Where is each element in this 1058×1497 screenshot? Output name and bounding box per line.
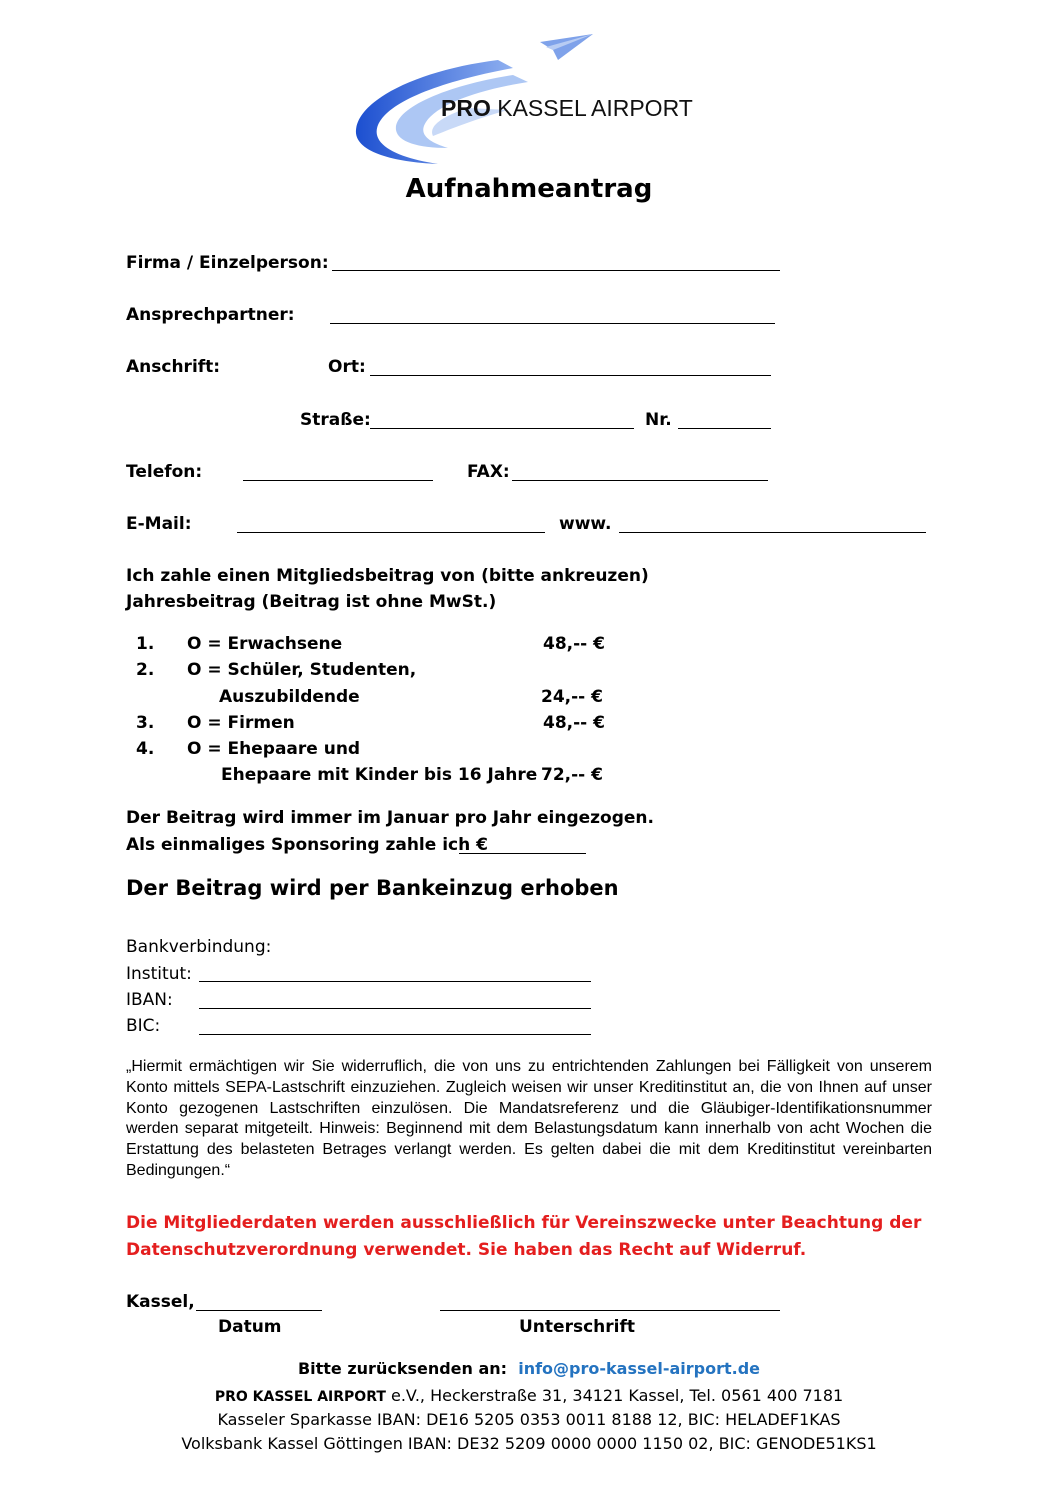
- logo-text-bold: PRO: [441, 95, 491, 121]
- www-field[interactable]: [619, 532, 926, 533]
- option-4-label2: Ehepaare mit Kinder bis 16 Jahre: [221, 765, 538, 785]
- strasse-label: Straße:: [300, 410, 371, 430]
- page-title: Aufnahmeantrag: [405, 174, 653, 204]
- ort-label: Ort:: [328, 357, 366, 377]
- logo-text-rest: KASSEL AIRPORT: [497, 95, 693, 121]
- footer-org-name: PRO KASSEL AIRPORT: [214, 1389, 386, 1405]
- privacy-notice: Die Mitgliederdaten werden ausschließlich für Vereinszwecke unter Beachtung der Datenschutzverordnung verwendet. Sie haben das Recht auf Widerruf.: [126, 1213, 922, 1260]
- option-2-label2: Auszubildende: [219, 687, 360, 707]
- www-label: www.: [559, 514, 612, 534]
- januar-text: Der Beitrag wird immer im Januar pro Jahr eingezogen.: [126, 808, 654, 828]
- institut-label: Institut:: [126, 964, 192, 984]
- org-address-line: [0, 1386, 1058, 1405]
- ort-field[interactable]: [370, 375, 771, 376]
- email-label: E-Mail:: [126, 514, 192, 534]
- bank-header: Bankverbindung:: [126, 937, 272, 957]
- option-3-label[interactable]: O = Firmen: [187, 713, 295, 733]
- bankeinzug-heading: Der Beitrag wird per Bankeinzug erhoben: [126, 876, 619, 900]
- ansprechpartner-label: Ansprechpartner:: [126, 305, 295, 325]
- footer-address: e.V., Heckerstraße 31, 34121 Kassel, Tel. 0561 400 7181: [391, 1386, 844, 1405]
- sponsoring-field[interactable]: [459, 853, 586, 854]
- datum-label: Datum: [218, 1317, 282, 1337]
- date-field[interactable]: [196, 1310, 322, 1311]
- telefon-field[interactable]: [243, 480, 433, 481]
- iban-field[interactable]: [199, 1008, 591, 1009]
- anschrift-label: Anschrift:: [126, 357, 221, 377]
- place-label: Kassel,: [126, 1292, 195, 1312]
- nr-field[interactable]: [678, 428, 771, 429]
- iban-label: IBAN:: [126, 990, 173, 1010]
- unterschrift-label: Unterschrift: [519, 1317, 635, 1337]
- footer-bank-1: Kasseler Sparkasse IBAN: DE16 5205 0353 0011 8188 12, BIC: HELADEF1KAS: [217, 1410, 841, 1429]
- logo-text: [441, 95, 693, 122]
- telefon-label: Telefon:: [126, 462, 203, 482]
- option-2-num: 2.: [136, 660, 155, 680]
- bic-label: BIC:: [126, 1016, 161, 1036]
- option-3-num: 3.: [136, 713, 155, 733]
- option-1-label[interactable]: O = Erwachsene: [187, 634, 343, 654]
- strasse-field[interactable]: [370, 428, 634, 429]
- option-1-num: 1.: [136, 634, 155, 654]
- return-email-link[interactable]: info@pro-kassel-airport.de: [518, 1359, 761, 1378]
- return-line: [0, 1359, 1058, 1378]
- fax-label: FAX:: [467, 462, 510, 482]
- sepa-mandate-text: „Hiermit ermächtigen wir Sie widerruflich, die von uns zu entrichtenden Zahlungen bei Fälligkeit von unserem Konto mittels SEPA-Lastschrift einzuziehen. Zugleich weisen wir unser Kreditinstitut an, die von Ihnen auf unser Konto gezogenen Lastschriften einzulösen. Die Mandatsreferenz und die Gläubiger-Identifikationsnummer werden separat mitgeteilt. Hinweis: Beginnend mit dem Belastungsdatum kann innerhalb von acht Wochen die Erstattung des belasteten Betrages verlangt werden. Es gelten dabei die mit dem Kreditinstitut vereinbarten Bedingungen.“: [126, 1058, 932, 1179]
- option-1-price: 48,-- €: [543, 634, 605, 654]
- firma-field[interactable]: [332, 270, 780, 271]
- option-4-label[interactable]: O = Ehepaare und: [187, 739, 361, 759]
- signature-field[interactable]: [440, 1310, 780, 1311]
- nr-label: Nr.: [645, 410, 672, 430]
- option-3-price: 48,-- €: [543, 713, 605, 733]
- beitrag-intro-2: Jahresbeitrag (Beitrag ist ohne MwSt.): [126, 592, 497, 612]
- option-4-num: 4.: [136, 739, 155, 759]
- sponsoring-label: Als einmaliges Sponsoring zahle ich €: [126, 835, 488, 855]
- email-field[interactable]: [237, 532, 545, 533]
- firma-label: Firma / Einzelperson:: [126, 253, 329, 273]
- bic-field[interactable]: [199, 1034, 591, 1035]
- option-2-price: 24,-- €: [541, 687, 603, 707]
- footer-bank-2: Volksbank Kassel Göttingen IBAN: DE32 5209 0000 0000 1150 02, BIC: GENODE51KS1: [181, 1434, 877, 1453]
- fax-field[interactable]: [512, 480, 768, 481]
- option-2-label[interactable]: O = Schüler, Studenten,: [187, 660, 417, 680]
- ansprechpartner-field[interactable]: [330, 323, 775, 324]
- institut-field[interactable]: [199, 981, 591, 982]
- return-label: Bitte zurücksenden an:: [297, 1359, 508, 1378]
- beitrag-intro-1: Ich zahle einen Mitgliedsbeitrag von (bitte ankreuzen): [126, 566, 649, 586]
- option-4-price: 72,-- €: [541, 765, 603, 785]
